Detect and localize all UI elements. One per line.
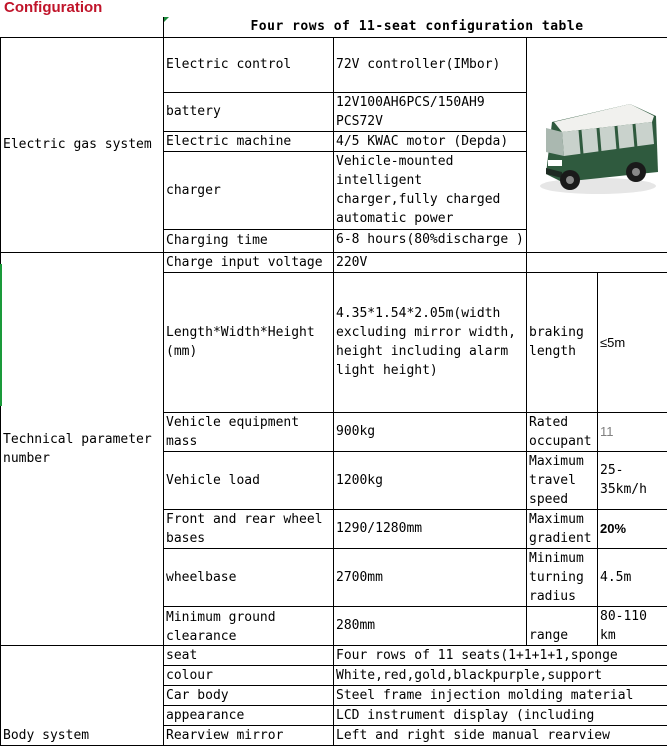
row-label-2: braking length <box>527 272 598 412</box>
table-title: Four rows of 11-seat configuration table <box>164 17 667 37</box>
row-label-2: Minimum turning radius <box>527 548 598 606</box>
row-value-2: 20% <box>598 509 667 548</box>
page-heading: Configuration <box>4 0 102 17</box>
row-value: 220V <box>334 252 527 272</box>
row-value: Vehicle-mounted intelligent charger,fully charged automatic power <box>334 151 527 229</box>
section-technical-parameter-number: Technical parameter number <box>1 252 164 645</box>
row-label-2-text: range <box>529 626 597 645</box>
configuration-table <box>0 17 667 746</box>
row-value <box>334 705 667 725</box>
row-label-text: Minimum ground clearance <box>166 607 333 645</box>
row-label: Front and rear wheel bases <box>164 509 334 548</box>
row-label: colour <box>164 665 334 685</box>
row-label: battery <box>164 92 334 131</box>
row-value: 4.35*1.54*2.05m(width excluding mirror width, height including alarm light height) <box>334 272 527 412</box>
row-value-text: Four rows of 11 seats(1+1+1+1,sponge <box>336 646 667 664</box>
row-value-2: 25-35km/h <box>598 451 667 509</box>
row-label: Charge input voltage <box>164 252 334 272</box>
row-label: appearance <box>164 705 334 725</box>
row-label: seat <box>164 645 334 665</box>
row-value: 12V100AH6PCS/150AH9 PCS72V <box>334 92 527 131</box>
row-value <box>334 725 667 745</box>
row-label-2: Rated occupant <box>527 412 598 451</box>
row-label: Electric control <box>164 37 334 92</box>
row-label: charger <box>164 151 334 229</box>
section-electric-gas-system: Electric gas system <box>1 37 164 252</box>
row-value-2-text: 80-110 km <box>600 607 667 644</box>
row-value <box>334 685 667 705</box>
row-value: 1290/1280mm <box>334 509 527 548</box>
row-value: 72V controller(IMbor) <box>334 37 527 92</box>
row-value-2 <box>598 606 667 645</box>
section-body-system: Body system <box>1 645 164 745</box>
selection-indicator <box>0 264 2 406</box>
row-label: Electric machine <box>164 131 334 151</box>
row-value <box>334 229 527 252</box>
row-value: 4/5 KWAC motor (Depda) <box>334 131 527 151</box>
row-value-text: LCD instrument display (including <box>336 706 667 724</box>
row-value <box>334 645 667 665</box>
row-label-2: Maximum gradient <box>527 509 598 548</box>
row-value: 2700mm <box>334 548 527 606</box>
row-value: 280mm <box>334 606 527 645</box>
row-label: Rearview mirror <box>164 725 334 745</box>
bus-image <box>527 37 667 252</box>
electric-sightseeing-bus-image <box>532 82 666 202</box>
row-label: Length*Width*Height (mm) <box>164 272 334 412</box>
row-value-2: ≤5m <box>598 272 667 412</box>
row-value-text: White,red,gold,blackpurple,support <box>336 666 667 684</box>
row-label-2 <box>527 606 598 645</box>
row-label <box>164 606 334 645</box>
empty-cell <box>527 252 667 272</box>
row-label: wheelbase <box>164 548 334 606</box>
row-value-text: Steel frame injection molding material <box>336 686 667 704</box>
row-value <box>334 665 667 685</box>
row-value-2: 11 <box>598 412 667 451</box>
row-value-2: 4.5m <box>598 548 667 606</box>
row-value-text: Left and right side manual rearview <box>336 726 667 744</box>
row-label: Vehicle load <box>164 451 334 509</box>
row-label: Vehicle equipment mass <box>164 412 334 451</box>
row-label: Car body <box>164 685 334 705</box>
row-value: 900kg <box>334 412 527 451</box>
row-value-text: 6-8 hours(80%discharge ) <box>336 230 526 251</box>
row-label-2: Maximum travel speed <box>527 451 598 509</box>
row-value: 1200kg <box>334 451 527 509</box>
row-label: Charging time <box>164 229 334 252</box>
